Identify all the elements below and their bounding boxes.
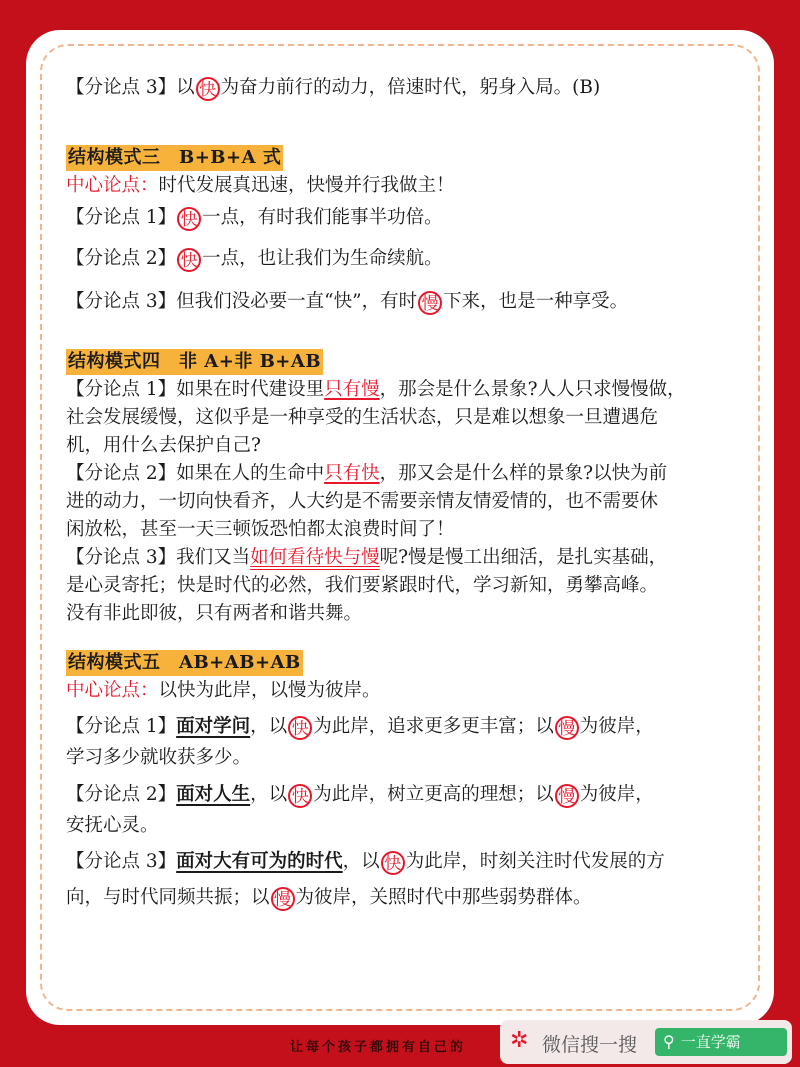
text: 为奋力前行的动力，倍速时代，躬身入局。(B)	[220, 77, 601, 98]
text: 一点，也让我们为生命续航。	[202, 248, 443, 269]
section-4	[66, 349, 323, 375]
text: 下来，也是一种享受。	[443, 291, 629, 312]
line	[66, 878, 665, 918]
circled-char: 慢	[555, 716, 579, 740]
text: 【分论点 2】	[66, 784, 177, 805]
underlined-phrase: 只有快	[324, 463, 380, 484]
text: 为此岸，树立更高的理想；以	[313, 784, 554, 805]
bold-phrase: 面对人生	[176, 784, 251, 805]
text: 【分论点 3】我们又当	[66, 547, 251, 568]
argument-point	[66, 544, 667, 628]
section-3	[66, 145, 283, 171]
center-thesis	[66, 172, 455, 200]
circled-char: 慢	[418, 291, 442, 315]
line	[66, 544, 667, 572]
text: ，以	[250, 784, 288, 805]
wechat-search-logo-icon: ✲	[510, 1028, 529, 1053]
text: 【分论点 3】以	[66, 77, 195, 98]
bold-phrase: 面对学问	[176, 716, 251, 737]
line: 没有非此即彼，只有两者和谐共舞。	[66, 603, 363, 624]
argument-point	[66, 245, 443, 273]
line: 学习多少就收获多少。	[66, 747, 252, 768]
line	[66, 460, 667, 488]
argument-point	[66, 376, 686, 460]
circled-char: 快	[177, 248, 201, 272]
center-label: 中心论点：	[66, 680, 159, 701]
text: 【分论点 3】	[66, 851, 177, 872]
bold-phrase: 面对大有可为的时代	[176, 851, 343, 872]
argument-point-b3	[66, 74, 600, 102]
line: 进的动力，一切向快看齐，人大约是不需要亲情友情爱情的，也不需要休	[66, 491, 659, 512]
circled-char: 慢	[271, 887, 295, 911]
argument-point	[66, 710, 654, 773]
circled-char: 快	[196, 77, 220, 101]
line	[66, 845, 665, 878]
underlined-phrase: 如何看待快与慢	[250, 547, 380, 568]
text: 呢?慢是慢工出细活，是扎实基础，	[379, 547, 668, 568]
circled-char: 快	[288, 784, 312, 808]
line	[66, 778, 654, 811]
section-5	[66, 650, 303, 676]
text: ，那会是什么景象?人人只求慢慢做，	[379, 379, 686, 400]
line: 机，用什么去保护自己?	[66, 435, 261, 456]
search-box[interactable]	[655, 1028, 787, 1056]
magnifier-icon: ⚲	[663, 1032, 675, 1051]
circled-char: 慢	[555, 784, 579, 808]
argument-point	[66, 204, 443, 232]
line: 闲放松，甚至一天三顿饭恐怕都太浪费时间了！	[66, 519, 455, 540]
underlined-phrase: 只有慢	[324, 379, 380, 400]
center-label: 中心论点：	[66, 175, 159, 196]
argument-point	[66, 460, 667, 544]
circled-char: 快	[177, 207, 201, 231]
argument-point	[66, 288, 628, 316]
section-heading: 结构模式三 B+B+A 式	[66, 145, 283, 171]
text: 【分论点 1】	[66, 207, 177, 228]
text: 一点，有时我们能事半功倍。	[202, 207, 443, 228]
wechat-search-text: 微信搜一搜	[542, 1034, 638, 1056]
text: 以快为此岸，以慢为彼岸。	[158, 680, 381, 701]
argument-point	[66, 778, 654, 841]
line: 社会发展缓慢，这似乎是一种享受的生活状态，只是难以想象一旦遭遇危	[66, 407, 659, 428]
text: 【分论点 2】如果在人的生命中	[66, 463, 325, 484]
argument-point	[66, 845, 665, 918]
text: 【分论点 3】但我们没必要一直“快”，有时	[66, 291, 418, 312]
text: 为此岸，追求更多更丰富；以	[313, 716, 554, 737]
text: ，以	[250, 716, 288, 737]
text: 【分论点 1】如果在时代建设里	[66, 379, 325, 400]
section-heading: 结构模式五 AB+AB+AB	[66, 650, 303, 676]
text: 【分论点 2】	[66, 248, 177, 269]
text: 为彼岸，关照时代中那些弱势群体。	[295, 887, 592, 908]
text: 为彼岸，	[579, 784, 654, 805]
text: ，以	[342, 851, 380, 872]
line: 是心灵寄托；快是时代的必然，我们要紧跟时代，学习新知，勇攀高峰。	[66, 575, 659, 596]
circled-char: 快	[381, 851, 405, 875]
text: 向，与时代同频共振；以	[66, 887, 270, 908]
wechat-search-badge[interactable]	[500, 1020, 792, 1064]
text: 【分论点 1】	[66, 716, 177, 737]
line: 安抚心灵。	[66, 815, 159, 836]
search-label: 一直学霸	[680, 1033, 741, 1051]
text: 为彼岸，	[579, 716, 654, 737]
text: 为此岸，时刻关注时代发展的方	[405, 851, 665, 872]
center-thesis	[66, 677, 381, 705]
text: 时代发展真迅速，快慢并行我做主！	[158, 175, 455, 196]
circled-char: 快	[288, 716, 312, 740]
text: ，那又会是什么样的景象?以快为前	[379, 463, 668, 484]
line	[66, 376, 686, 404]
line	[66, 710, 654, 743]
footer-slogan: 让每个孩子都拥有自己的	[290, 1040, 467, 1055]
section-heading: 结构模式四 非 A+非 B+AB	[66, 349, 323, 375]
